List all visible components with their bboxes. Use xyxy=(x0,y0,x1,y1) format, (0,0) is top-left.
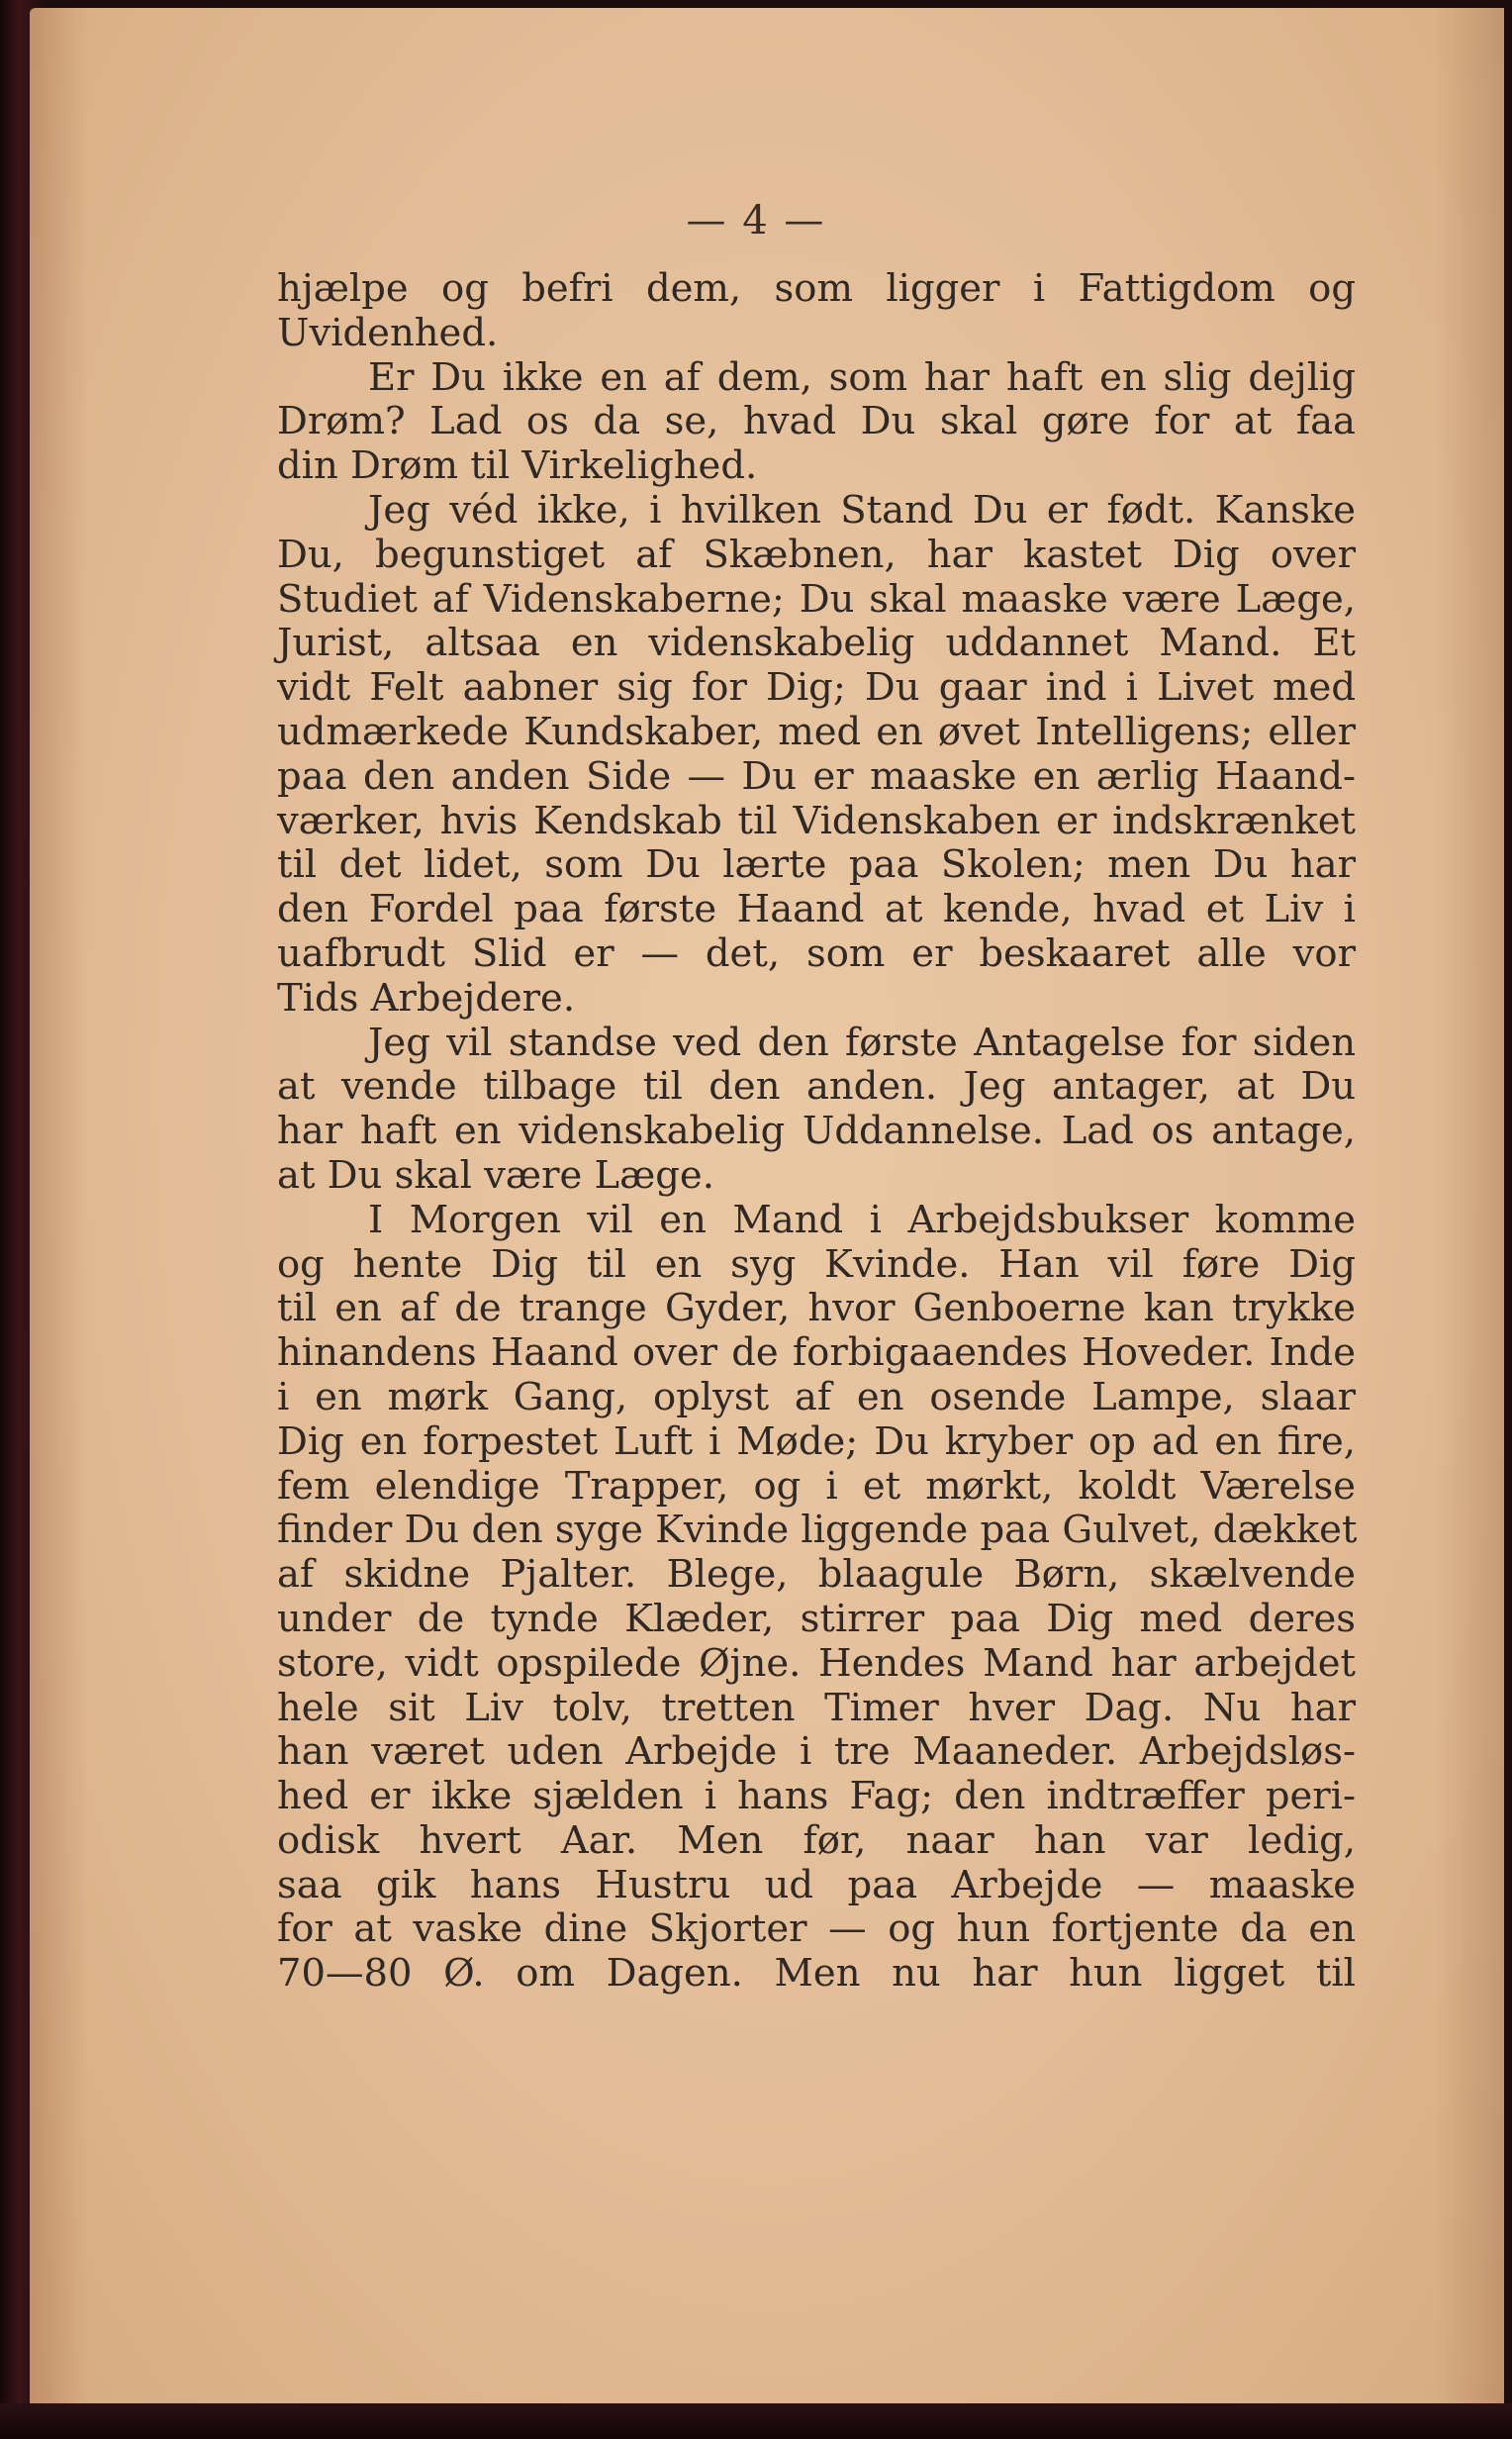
book-cover-strip xyxy=(0,2403,1512,2439)
text-line: udmærkede Kundskaber, med en øvet Intelligens; eller xyxy=(277,709,1356,754)
text-line: at vende tilbage til den anden. Jeg antager, at Du xyxy=(277,1064,1356,1110)
text-line: Jeg véd ikke, i hvilken Stand Du er født. Kanske xyxy=(368,487,1356,533)
text-line: paa den anden Side — Du er maaske en ærlig Haand- xyxy=(277,753,1356,799)
text-line: Jeg vil standse ved den første Antagelse for siden xyxy=(368,1020,1356,1065)
text-line: i en mørk Gang, oplyst af en osende Lampe, slaar xyxy=(277,1374,1356,1419)
text-line: af skidne Pjalter. Blege, blaagule Børn, skælvende xyxy=(277,1552,1356,1598)
text-line: til det lidet, som Du lærte paa Skolen; men Du har xyxy=(277,842,1356,888)
text-line: Tids Arbejdere. xyxy=(277,975,576,1021)
text-line: Dig en forpestet Luft i Møde; Du kryber op ad en fire, xyxy=(277,1418,1356,1464)
text-line: hed er ikke sjælden i hans Fag; den indtræffer peri- xyxy=(277,1774,1356,1819)
text-line: finder Du den syge Kvinde liggende paa Gulvet, dækket xyxy=(277,1508,1358,1553)
text-line: store, vidt opspilede Øjne. Hendes Mand har arbejdet xyxy=(277,1640,1356,1686)
text-line: din Drøm til Virkelighed. xyxy=(277,443,758,489)
text-line: fem elendige Trapper, og i et mørkt, koldt Værelse xyxy=(277,1463,1356,1509)
text-line: Uvidenhed. xyxy=(277,310,499,355)
text-line: for at vaske dine Skjorter — og hun fortjente da en xyxy=(277,1906,1356,1952)
text-line: Jurist, altsaa en videnskabelig uddannet Mand. Et xyxy=(277,621,1356,666)
text-line: hinandens Haand over de forbigaaendes Hoveder. Inde xyxy=(277,1330,1356,1376)
text-line: og hente Dig til en syg Kvinde. Han vil føre Dig xyxy=(277,1241,1356,1287)
text-line: han været uden Arbejde i tre Maaneder. Arbejdsløs- xyxy=(277,1729,1356,1775)
body-text xyxy=(277,267,1356,1997)
text-line: uafbrudt Slid er — det, som er beskaaret alle vor xyxy=(277,930,1356,976)
text-line: til en af de trange Gyder, hvor Genboerne kan trykke xyxy=(277,1286,1356,1331)
text-line: Studiet af Videnskaberne; Du skal maaske være Læge, xyxy=(277,576,1356,622)
text-line: hjælpe og befri dem, som ligger i Fattigdom og xyxy=(277,266,1356,311)
text-line: Er Du ikke en af dem, som har haft en slig dejlig xyxy=(368,354,1356,400)
text-line: saa gik hans Hustru ud paa Arbejde — maaske xyxy=(277,1862,1356,1907)
text-line: Drøm? Lad os da se, hvad Du skal gøre for at faa xyxy=(277,399,1356,444)
text-line: odisk hvert Aar. Men før, naar han var ledig, xyxy=(277,1817,1356,1863)
text-line: den Fordel paa første Haand at kende, hvad et Liv i xyxy=(277,887,1356,932)
text-line: Du, begunstiget af Skæbnen, har kastet Dig over xyxy=(277,532,1356,577)
text-line: værker, hvis Kendskab til Videnskaben er indskrænket xyxy=(277,798,1356,843)
text-line: under de tynde Klæder, stirrer paa Dig med deres xyxy=(277,1596,1356,1641)
text-line: at Du skal være Læge. xyxy=(277,1152,714,1198)
text-line: hele sit Liv tolv, tretten Timer hver Dag. Nu har xyxy=(277,1685,1356,1730)
text-line: 70—80 Ø. om Dagen. Men nu har hun ligget til xyxy=(277,1951,1356,1997)
text-line: har haft en videnskabelig Uddannelse. Lad os antage, xyxy=(277,1109,1356,1154)
text-line: I Morgen vil en Mand i Arbejdsbukser komme xyxy=(368,1197,1356,1242)
page-number: — 4 — xyxy=(686,198,826,244)
text-line: vidt Felt aabner sig for Dig; Du gaar ind i Livet med xyxy=(277,665,1356,711)
